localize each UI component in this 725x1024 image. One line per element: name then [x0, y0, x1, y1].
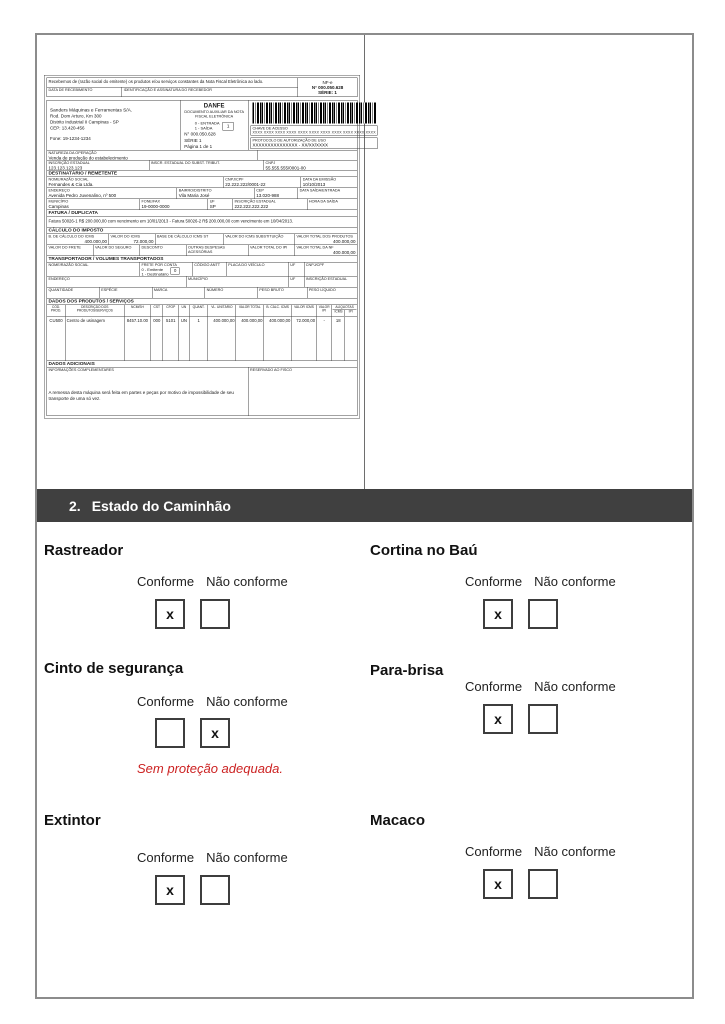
nfe-label: NF-e — [322, 79, 333, 85]
saida-option: 1 - SAÍDA — [194, 126, 213, 131]
cortina-nao-conforme-checkbox[interactable] — [528, 599, 558, 629]
emitente-nome: Sanders Máquinas e Ferramentas S/A. — [50, 107, 133, 113]
cortina-conforme-checkbox[interactable] — [483, 599, 513, 629]
checkbox-mark: x — [166, 882, 174, 898]
adicionais-titulo: DADOS ADICIONAIS — [47, 361, 357, 368]
protocolo-valor: XXXXXXXXXXXXXXX - XX/XX/XXXX — [252, 142, 329, 148]
conforme-label: Conforme — [465, 574, 523, 589]
frete-por-conta-box: 0 — [171, 267, 180, 274]
checkbox-mark: x — [494, 606, 502, 622]
ie-valor: 123.123.123.123 — [48, 165, 83, 170]
conforme-label: Conforme — [137, 850, 195, 865]
info-complementares-label: INFORMAÇÕES COMPLEMENTARES — [48, 367, 114, 372]
nfe-serie: SÉRIE: 1 — [318, 89, 337, 95]
macaco-conforme-checkbox[interactable] — [483, 869, 513, 899]
rastreador-nao-conforme-checkbox[interactable] — [200, 599, 230, 629]
conforme-label: Conforme — [137, 574, 195, 589]
emitente-endereco1: Rod. Dom Arturo, Km 300 — [50, 113, 102, 119]
emitente-fone: Fone: 19-1234-1234 — [50, 136, 91, 142]
info-complementares-texto: A remessa desta máquina será feita em partes e peças por motivo de impossibilidade de seu transporte de uma só vez. — [48, 389, 234, 401]
extintor-nao-conforme-checkbox[interactable] — [200, 875, 230, 905]
checklist-item-cinto-de-seguranca — [44, 660, 344, 776]
fatura-texto: Fatura 50026-1 R$ 200.000,00 com vencimento em 10/01/2013 - Fatura 50026-2 R$ 200.000,00 com vencimento em 10/04/2013. — [47, 217, 357, 228]
danfe-pagina: Página 1 de 1 — [184, 144, 213, 150]
destinatario-cnpj: 22.222.222/0001-22 — [225, 181, 266, 187]
nao-conforme-label: Não conforme — [206, 694, 288, 709]
entrada-option: 0 - ENTRADA — [194, 121, 220, 126]
item-label-cortina-no-bau: Cortina no Baú — [370, 542, 478, 559]
emitente-cep: CEP: 13.420-456 — [50, 125, 85, 131]
natureza-valor: Venda de produção do estabelecimento — [48, 155, 128, 160]
cnpj-valor: 55.555.555/0001-00 — [265, 165, 306, 170]
checklist-item-rastreador — [44, 542, 344, 622]
item-label-extintor: Extintor — [44, 812, 101, 829]
danfe-subtitle: DOCUMENTO AUXILIAR DA NOTA FISCAL ELETRÔNICA — [184, 109, 244, 119]
destinatario-titulo: DESTINATÁRIO / REMETENTE — [47, 171, 357, 178]
data-recebimento-label: DATA DE RECEBIMENTO — [48, 87, 93, 92]
conforme-label: Conforme — [137, 694, 195, 709]
cinto-nonconformity-note: Sem proteção adequada. — [137, 761, 283, 776]
cinto-conforme-checkbox[interactable] — [155, 718, 185, 748]
nao-conforme-label: Não conforme — [534, 844, 616, 859]
emitente-block — [47, 101, 180, 151]
nao-conforme-label: Não conforme — [206, 850, 288, 865]
checkbox-mark: x — [166, 606, 174, 622]
natureza-label: NATUREZA DA OPERAÇÃO — [48, 150, 97, 155]
ie-label: INSCRIÇÃO ESTADUAL — [48, 160, 90, 165]
parabrisa-nao-conforme-checkbox[interactable] — [528, 704, 558, 734]
item-label-cinto-de-seguranca: Cinto de segurança — [44, 660, 184, 677]
rastreador-conforme-checkbox[interactable] — [155, 599, 185, 629]
emitente-endereco2: Distrito Industrial II Campinas - SP — [50, 119, 119, 125]
valor-total-nf: 400.000,00 — [332, 249, 356, 255]
document-page — [35, 33, 694, 999]
destinatario-endereco: Avenida Pedro Juvenalino, nº 500 — [48, 192, 117, 198]
cinto-nao-conforme-checkbox[interactable] — [200, 718, 230, 748]
checklist-item-para-brisa — [370, 662, 670, 727]
imposto-titulo: CÁLCULO DO IMPOSTO — [47, 228, 357, 235]
danfe-title: DANFE — [203, 102, 225, 109]
danfe-numero: N° 000.050.628 — [184, 131, 216, 137]
checkbox-mark: x — [494, 876, 502, 892]
ie-subst-label: INSCR. ESTADUAL DO SUBST. TRIBUT. — [150, 160, 220, 165]
danfe-box — [180, 101, 248, 151]
macaco-nao-conforme-checkbox[interactable] — [528, 869, 558, 899]
checkbox-mark: x — [494, 711, 502, 727]
reservado-fisco-label: RESERVADO AO FISCO — [250, 367, 292, 372]
nao-conforme-label: Não conforme — [534, 574, 616, 589]
cnpj-label: CNPJ — [265, 160, 276, 165]
produtos-data-row: CU500 Centro de usinagem 8457.10.00 000 5101 UN 1 400.000,00 400.000,00 400.000,00 72.000,00 - 18 — [47, 317, 357, 361]
transportador-titulo: TRANSPORTADOR / VOLUMES TRANSPORTADOS — [47, 256, 357, 263]
chave-acesso-label: CHAVE DE ACESSO — [252, 126, 288, 131]
identificacao-label: IDENTIFICAÇÃO E ASSINATURA DO RECEBEDOR — [123, 87, 212, 92]
checklist-item-cortina-no-bau — [370, 542, 670, 622]
item-label-rastreador: Rastreador — [44, 542, 124, 559]
produtos-titulo: DADOS DOS PRODUTOS / SERVIÇOS — [47, 299, 357, 306]
protocolo-label: PROTOCOLO DE AUTORIZAÇÃO DE USO — [252, 137, 326, 143]
checklist-item-macaco — [370, 812, 670, 892]
fatura-titulo: FATURA / DUPLICATA — [47, 210, 357, 217]
conforme-label: Conforme — [465, 844, 523, 859]
destinatario-nome: Fernandes & Cia Ltda. — [48, 181, 94, 187]
checkbox-mark: x — [211, 725, 219, 741]
chave-acesso-valor: XXXX XXXX XXXX XXXX XXXX XXXX XXXX XXXX XXXX XXXX XXXX — [252, 130, 376, 135]
danfe-serie: SÉRIE 1 — [184, 137, 202, 143]
item-label-para-brisa: Para-brisa — [370, 662, 444, 679]
canhoto-recebemos-text: Recebemos de (razão social do emitente) os produtos e/ou serviços constantes da Nota Fiscal Eletrônica ao lado. — [48, 79, 264, 84]
conforme-label: Conforme — [465, 679, 523, 694]
nao-conforme-label: Não conforme — [206, 574, 288, 589]
produtos-header-row: CÓD. PROD. DESCRIÇÃO DOS PRODUTOS/SERVIÇOS NCM/SH CST CFOP UN QUANT. VL. UNITÁRIO VALOR TOTAL B. CÁLC. ICMS VALOR ICMS VALOR IPI ALÍQUOTAS ICMS IPI — [47, 305, 357, 317]
data-emissao: 10/10/2013 — [302, 181, 326, 187]
checklist-item-extintor — [44, 812, 344, 898]
parabrisa-conforme-checkbox[interactable] — [483, 704, 513, 734]
section-2-header — [37, 489, 692, 522]
nfe-numero: N° 000.050.628 — [311, 84, 344, 90]
tipo-operacao-box: 1 — [223, 122, 234, 131]
item-label-macaco: Macaco — [370, 812, 426, 829]
section-title: Estado do Caminhão — [91, 497, 231, 514]
danfe-document: Recebemos de (razão social do emitente) os produtos e/ou serviços constantes da Nota Fiscal Eletrônica ao lado. DATA DE RECEBIMENTO IDENTIFICAÇÃO E ASSINATURA DO RECEBEDOR NF-e N° 000.050.628 SÉRIE: 1 Sanders Máquinas e Ferramentas S/A. Rod. Dom Arturo, Km 300 Distrito Industrial II Campinas - SP CEP: 13.420-456 Fone: 19-1234-1234 DANFE DOCUMENTO AUXILIAR DA NOTA FISCAL ELETRÔNICA 0 - ENTRADA 1 - SAÍDA 1 N° 000.050.628 SÉRIE 1 Página 1 de 1 CHAVE DE ACESSO XXXX XXXX XXXX XXXX XXXX XXXX XXXX XXXX XXXX XXXX XXXX PROTOCOLO DE AUTORIZAÇÃO DE USO XXXXXXXXXXXXXXX - XX/XX/XXXX NATUREZA DA OPERAÇÃO Venda de produção do estabelecimento INSCRIÇÃO ESTADUAL 123.123.123.123 INSCR. ESTADUAL DO SUBST. TRIBUT. CNPJ 55.555.555/0001-00 DESTINATÁRIO / REMETENTE NOME/RAZÃO SOCIAL Fernandes & Cia Ltda. CNPJ/CPF 22.222.222/0001-22 DATA DA EMISSÃO 10/10/2013 ENDEREÇO Avenida Pedro Juvenalino, nº 500 BAIRRO/DISTRITO Vila Maria José CEP 13.020-988 DATA SAÍDA/ENTRADA MUNICÍPIO Campinas FONE/FAX 19-0000-0000 UF SP INSCRIÇÃO ESTADUAL 222.222.222.222 HORA DA SAÍDA FATURA / DUPLICATA Fatura 50026-1 R$ 200.000,00 com vencimento em 10/01/2013 - Fatura 50026-2 R$ 200.000,00 com vencimento em 10/04/2013. CÁLCULO DO IMPOSTO B. DE CÁLCULO DO ICMS 400.000,00 VALOR DO ICMS 72.000,00 BASE DE CÁLCULO ICMS ST VALOR DO ICMS SUBSTITUIÇÃO VALOR TOTAL DOS PRODUTOS 400.000,00 VALOR DO FRETE VALOR DO SEGURO DESCONTO OUTRAS DESPESAS ACESSÓRIAS VALOR TOTAL DO IPI VALOR TOTAL DA NF 400.000,00 TRANSPORTADOR / VOLUMES TRANSPORTADOS NOME/RAZÃO SOCIAL FRETE POR CONTA 0 - Emitente 1 - Destinatário 0 CÓDIGO ANTT PLACA DO VEÍCULO UF CNPJ/CPF ENDEREÇO MUNICÍPIO UF INSCRIÇÃO ESTADUAL QUANTIDADE ESPÉCIE MARCA NÚMERO PESO BRUTO PESO LÍQUIDO DADOS DOS PRODUTOS / SERVIÇOS CÓD. PROD. DESCRIÇÃO DOS PRODUTOS/SERVIÇOS NCM/SH CST CFOP UN QUANT. VL. UNITÁRIO VALOR TOTAL B. CÁLC. ICMS VALOR ICMS VALOR IPI ALÍQUOTAS ICMS IPI CU500 Centro de usinagem 8457.10.00 000 5101 UN 1 400.000,00 400.000,00 400.000,00 72.000,00 - 18 DADOS ADICIONAIS INFORMAÇÕES COMPLEMENTARES A remessa desta máquina será feita em partes e peças por motivo de impossibilidade de seu transporte de uma só vez. RESERVADO AO FISCO — [44, 75, 360, 419]
nao-conforme-label: Não conforme — [534, 679, 616, 694]
extintor-conforme-checkbox[interactable] — [155, 875, 185, 905]
barcode — [252, 103, 375, 124]
section-number: 2. — [69, 497, 81, 514]
